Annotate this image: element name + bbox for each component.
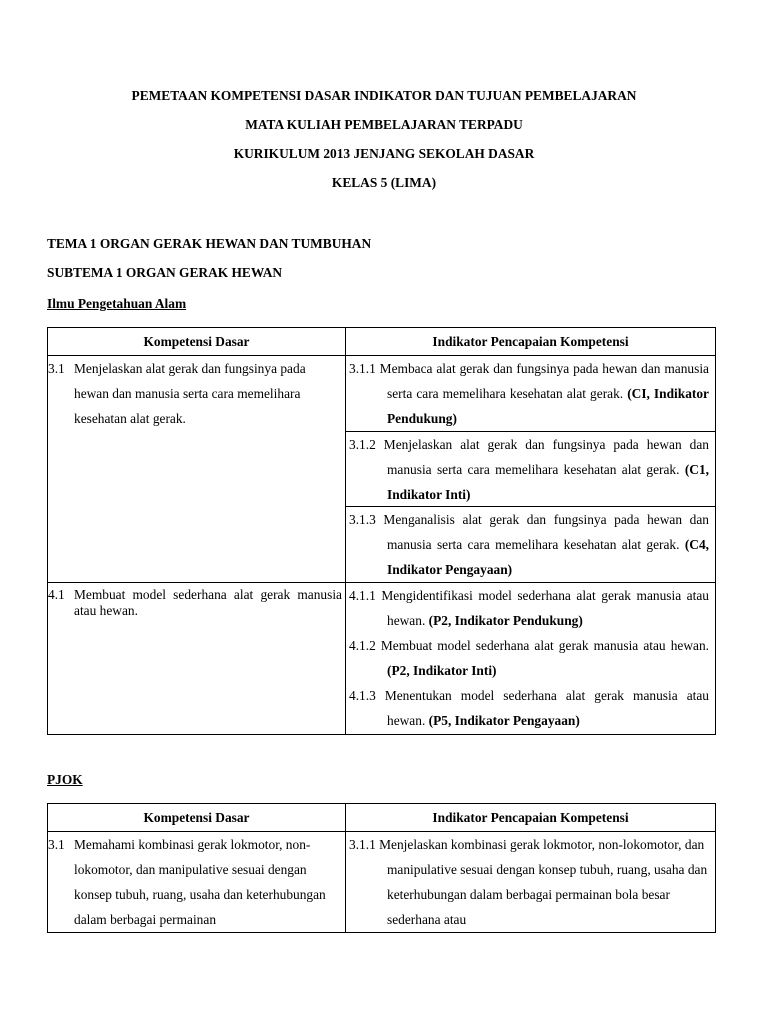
indicator-tag: (CI, Indikator Pendukung) [387, 386, 709, 426]
kd-cell [48, 832, 346, 933]
section-ipa-heading: Ilmu Pengetahuan Alam [47, 296, 187, 311]
table-row [48, 356, 716, 583]
document-title [0, 86, 768, 202]
kd-number: 4.1 [48, 587, 65, 602]
indicator-cell [346, 832, 716, 933]
title-line-3: KURIKULUM 2013 JENJANG SEKOLAH DASAR [233, 146, 535, 161]
table-header-indikator: Indikator Pencapaian Kompetensi [346, 328, 716, 356]
table-header-kd: Kompetensi Dasar [48, 328, 346, 356]
table-row [48, 832, 716, 933]
indicator-item: 3.1.3 Menganalisis alat gerak dan fungsinya pada hewan dan manusia serta cara memelihara kesehatan alat gerak. (C4, Indikator Pengayaan) [346, 506, 715, 582]
ipa-table [47, 327, 716, 735]
indicator-item: 4.1.1 Mengidentifikasi model sederhana alat gerak manusia atau hewan. (P2, Indikator Pendukung) [349, 588, 709, 628]
tema-heading: TEMA 1 ORGAN GERAK HEWAN DAN TUMBUHAN [47, 236, 372, 251]
indicator-tag: (C1, Indikator Inti) [387, 462, 709, 502]
indicator-tag: (P2, Indikator Pendukung) [428, 613, 583, 628]
indicator-tag: (C4, Indikator Pengayaan) [387, 537, 709, 577]
kd-number: 3.1 [48, 837, 65, 852]
indicator-tag: (P5, Indikator Pengayaan) [428, 713, 580, 728]
indicator-item: 3.1.1 Menjelaskan kombinasi gerak lokmotor, non-lokomotor, dan manipulative sesuai dengan konsep tubuh, ruang, usaha dan keterhubungan dalam berbagai permainan bola besar sederhana atau [349, 837, 708, 927]
kd-text: Memahami kombinasi gerak lokmotor, non-lokomotor, dan manipulative sesuai dengan konsep tubuh, ruang, usaha dan keterhubungan dalam berbagai permainan [74, 837, 326, 927]
title-line-4: KELAS 5 (LIMA) [331, 175, 437, 190]
subtema-heading: SUBTEMA 1 ORGAN GERAK HEWAN [47, 265, 283, 280]
indicator-item: 4.1.2 Membuat model sederhana alat gerak manusia atau hewan. (P2, Indikator Inti) [349, 638, 709, 678]
kd-cell [48, 356, 346, 583]
kd-text: Membuat model sederhana alat gerak manusia atau hewan. [74, 587, 342, 618]
table-header-kd: Kompetensi Dasar [48, 804, 346, 832]
indicator-cell [346, 583, 716, 735]
table-row [48, 583, 716, 735]
indicator-item: 3.1.2 Menjelaskan alat gerak dan fungsinya pada hewan dan manusia serta cara memelihara kesehatan alat gerak. (C1, Indikator Inti) [346, 431, 715, 506]
indicator-tag: (P2, Indikator Inti) [387, 663, 497, 678]
title-line-2: MATA KULIAH PEMBELAJARAN TERPADU [245, 117, 523, 132]
kd-cell [48, 583, 346, 735]
kd-text: Menjelaskan alat gerak dan fungsinya pada hewan dan manusia serta cara memelihara kesehatan alat gerak. [74, 361, 306, 426]
title-line-1: PEMETAAN KOMPETENSI DASAR INDIKATOR DAN TUJUAN PEMBELAJARAN [131, 88, 637, 103]
kd-number: 3.1 [48, 361, 65, 376]
table-header-indikator: Indikator Pencapaian Kompetensi [346, 804, 716, 832]
indicator-cell [346, 356, 716, 583]
indicator-item: 4.1.3 Menentukan model sederhana alat gerak manusia atau hewan. (P5, Indikator Pengayaan) [349, 688, 709, 728]
pjok-table [47, 803, 716, 933]
indicator-item: 3.1.1 Membaca alat gerak dan fungsinya pada hewan dan manusia serta cara memelihara kesehatan alat gerak. (CI, Indikator Pendukung) [349, 361, 709, 426]
section-pjok-heading: PJOK [47, 772, 83, 787]
